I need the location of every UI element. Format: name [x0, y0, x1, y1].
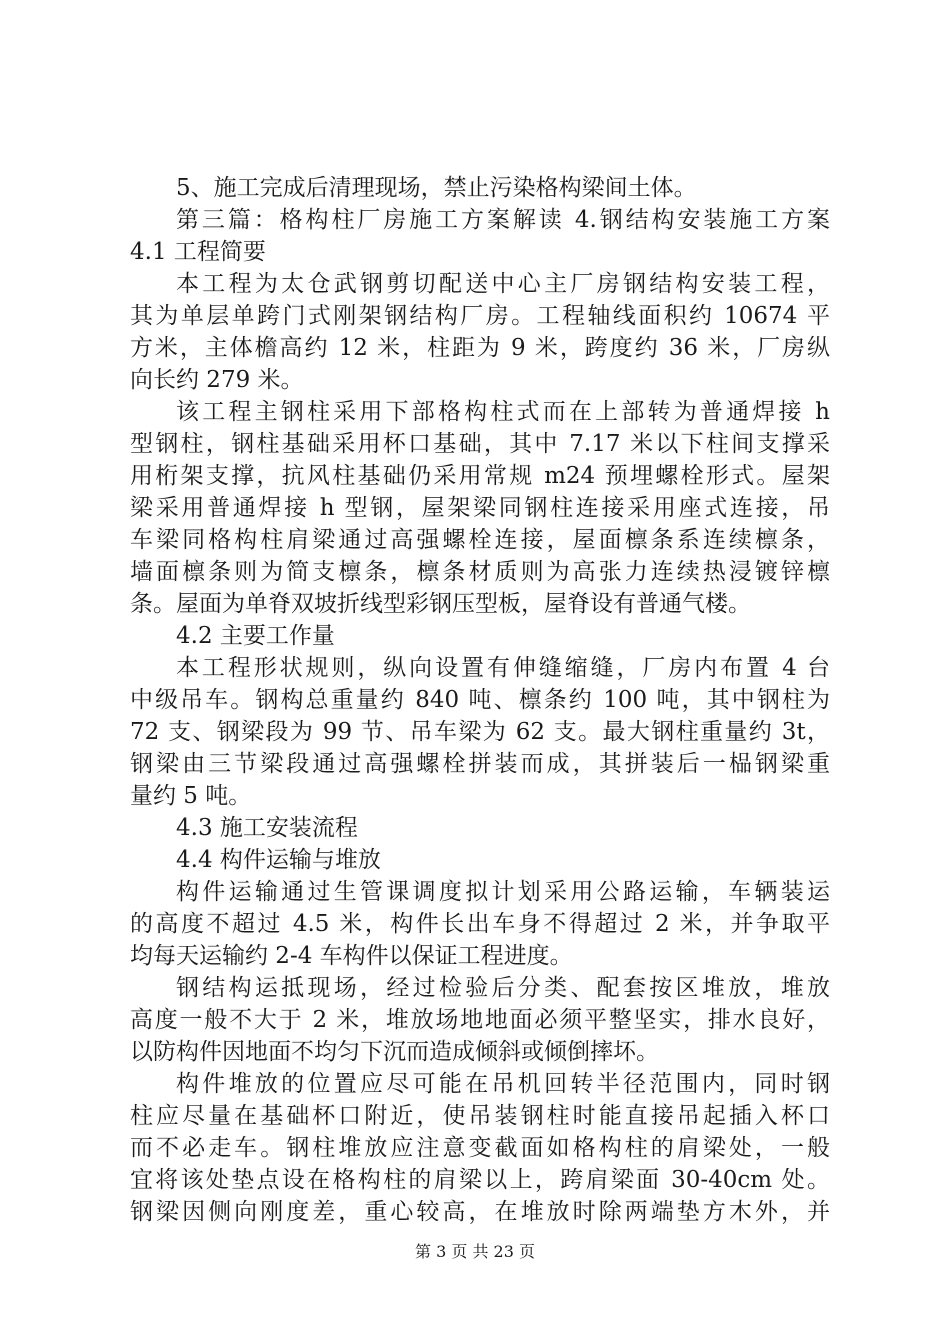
text-line: 构件运输通过生管课调度拟计划采用公路运输，车辆装运 [176, 879, 830, 905]
text-line: 均每天运输约 2-4 车构件以保证工程进度。 [130, 943, 573, 969]
text-line: 钢梁由三节梁段通过高强螺栓拼装而成，其拼装后一榀钢梁重 [130, 751, 830, 777]
text-line: 构件堆放的位置应尽可能在吊机回转半径范围内，同时钢 [176, 1071, 830, 1097]
text-line: 本工程为太仓武钢剪切配送中心主厂房钢结构安装工程， [176, 271, 830, 297]
text-line: 而不必走车。钢柱堆放应注意变截面如格构柱的肩梁处，一般 [130, 1135, 830, 1161]
text-line: 该工程主钢柱采用下部格构柱式而在上部转为普通焊接 h [176, 399, 830, 425]
text-line: 以防构件因地面不均匀下沉而造成倾斜或倾倒摔坏。 [130, 1039, 659, 1065]
subsection-heading: 4.4 构件运输与堆放 [176, 847, 381, 873]
text-line: 车梁同格构柱肩梁通过高强螺栓连接，屋面檩条系连续檩条， [130, 527, 830, 553]
text-line: 量约 5 吨。 [130, 783, 252, 809]
subsection-heading: 4.3 施工安装流程 [176, 815, 358, 841]
text-line: 72 支、钢梁段为 99 节、吊车梁为 62 支。最大钢柱重量约 3t， [130, 719, 830, 745]
text-line: 高度一般不大于 2 米，堆放场地地面必须平整坚实，排水良好， [130, 1007, 830, 1033]
section-heading: 第三篇：格构柱厂房施工方案解读 4.钢结构安装施工方案 [176, 207, 830, 233]
text-line: 钢梁因侧向刚度差，重心较高，在堆放时除两端垫方木外，并 [130, 1199, 830, 1225]
text-line: 中级吊车。钢构总重量约 840 吨、檩条约 100 吨，其中钢柱为 [130, 687, 830, 713]
text-line: 墙面檩条则为简支檩条，檩条材质则为高张力连续热浸镀锌檩 [130, 559, 830, 585]
text-line: 本工程形状规则，纵向设置有伸缝缩缝，厂房内布置 4 台 [176, 655, 830, 681]
text-line: 梁采用普通焊接 h 型钢，屋架梁同钢柱连接采用座式连接，吊 [130, 495, 830, 521]
text-line: 型钢柱，钢柱基础采用杯口基础，其中 7.17 米以下柱间支撑采 [130, 431, 830, 457]
text-line: 条。屋面为单脊双坡折线型彩钢压型板，屋脊设有普通气楼。 [130, 591, 751, 617]
subsection-heading: 4.2 主要工作量 [176, 623, 335, 649]
text-line: 方米，主体檐高约 12 米，柱距为 9 米，跨度约 36 米，厂房纵 [130, 335, 830, 361]
text-line: 其为单层单跨门式刚架钢结构厂房。工程轴线面积约 10674 平 [130, 303, 830, 329]
text-line: 5、施工完成后清理现场，禁止污染格构梁间土体。 [176, 175, 697, 201]
text-line: 宜将该处垫点设在格构柱的肩梁以上，跨肩梁面 30-40cm 处。 [130, 1167, 830, 1193]
text-line: 向长约 279 米。 [130, 367, 304, 393]
page-footer: 第 3 页 共 23 页 [415, 1242, 535, 1261]
subsection-heading: 4.1 工程简要 [130, 239, 266, 265]
text-line: 柱应尽量在基础杯口附近，使吊装钢柱时能直接吊起插入杯口 [130, 1103, 830, 1129]
text-line: 钢结构运抵现场，经过检验后分类、配套按区堆放，堆放 [176, 975, 830, 1001]
text-line: 的高度不超过 4.5 米，构件长出车身不得超过 2 米，并争取平 [130, 911, 830, 937]
text-line: 用桁架支撑，抗风柱基础仍采用常规 m24 预埋螺栓形式。屋架 [130, 463, 830, 489]
